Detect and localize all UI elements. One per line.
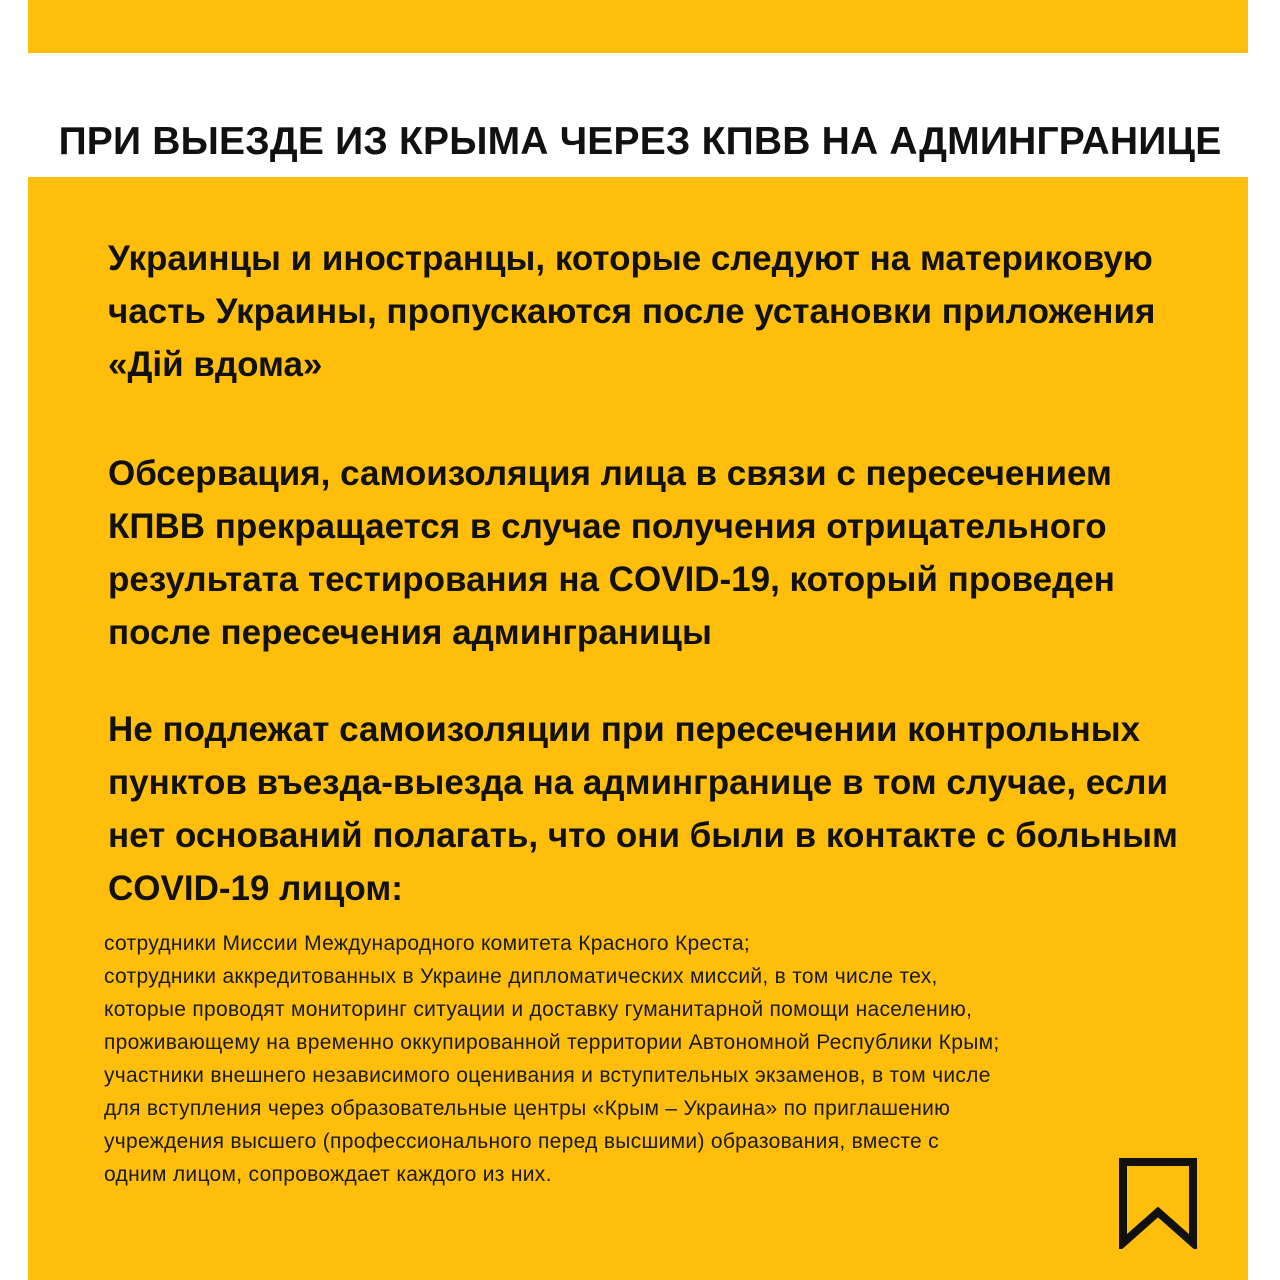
top-accent-band (28, 0, 1248, 53)
page-title: ПРИ ВЫЕЗДЕ ИЗ КРЫМА ЧЕРЕЗ КПВВ НА АДМИНГРАНИЦЕ (58, 120, 1222, 164)
paragraph-app-requirement: Украинцы и иностранцы, которые следуют на материковую часть Украины, пропускаются после установки приложения «Дій вдома» (108, 239, 1156, 384)
list-item: сотрудники Миссии Международного комитета Красного Креста; (104, 932, 751, 955)
paragraph-observation-end: Обсервация, самоизоляция лица в связи с пересечением КПВВ прекращается в случае получения отрицательного результата тестирования на COVID-19, который проведен после пересечения админграницы (108, 454, 1115, 652)
bookmark-icon (1118, 1157, 1198, 1249)
content-card (28, 177, 1248, 1280)
paragraph-exemptions-intro: Не подлежат самоизоляции при пересечении контрольных пунктов въезда-выезда на админгранице в том случае, если нет оснований полагать, что они были в контакте с больным COVID-19 лицом: (108, 710, 1178, 908)
exemptions-list (104, 927, 1004, 1191)
list-item: сотрудники аккредитованных в Украине дипломатических миссий, в том числе тех, которые проводят мониторинг ситуации и доставку гуманитарной помощи населению, проживающему на временно оккупированной территории Автономной Республики Крым; (104, 965, 1000, 1054)
list-item: участники внешнего независимого оценивания и вступительных экзаменов, в том числе для вступления через образовательные центры «Крым – Украина» по приглашению учреждения высшего (профессионального перед высшими) образования, вместе с одним лицом, сопровождает каждого из них. (104, 1064, 991, 1186)
